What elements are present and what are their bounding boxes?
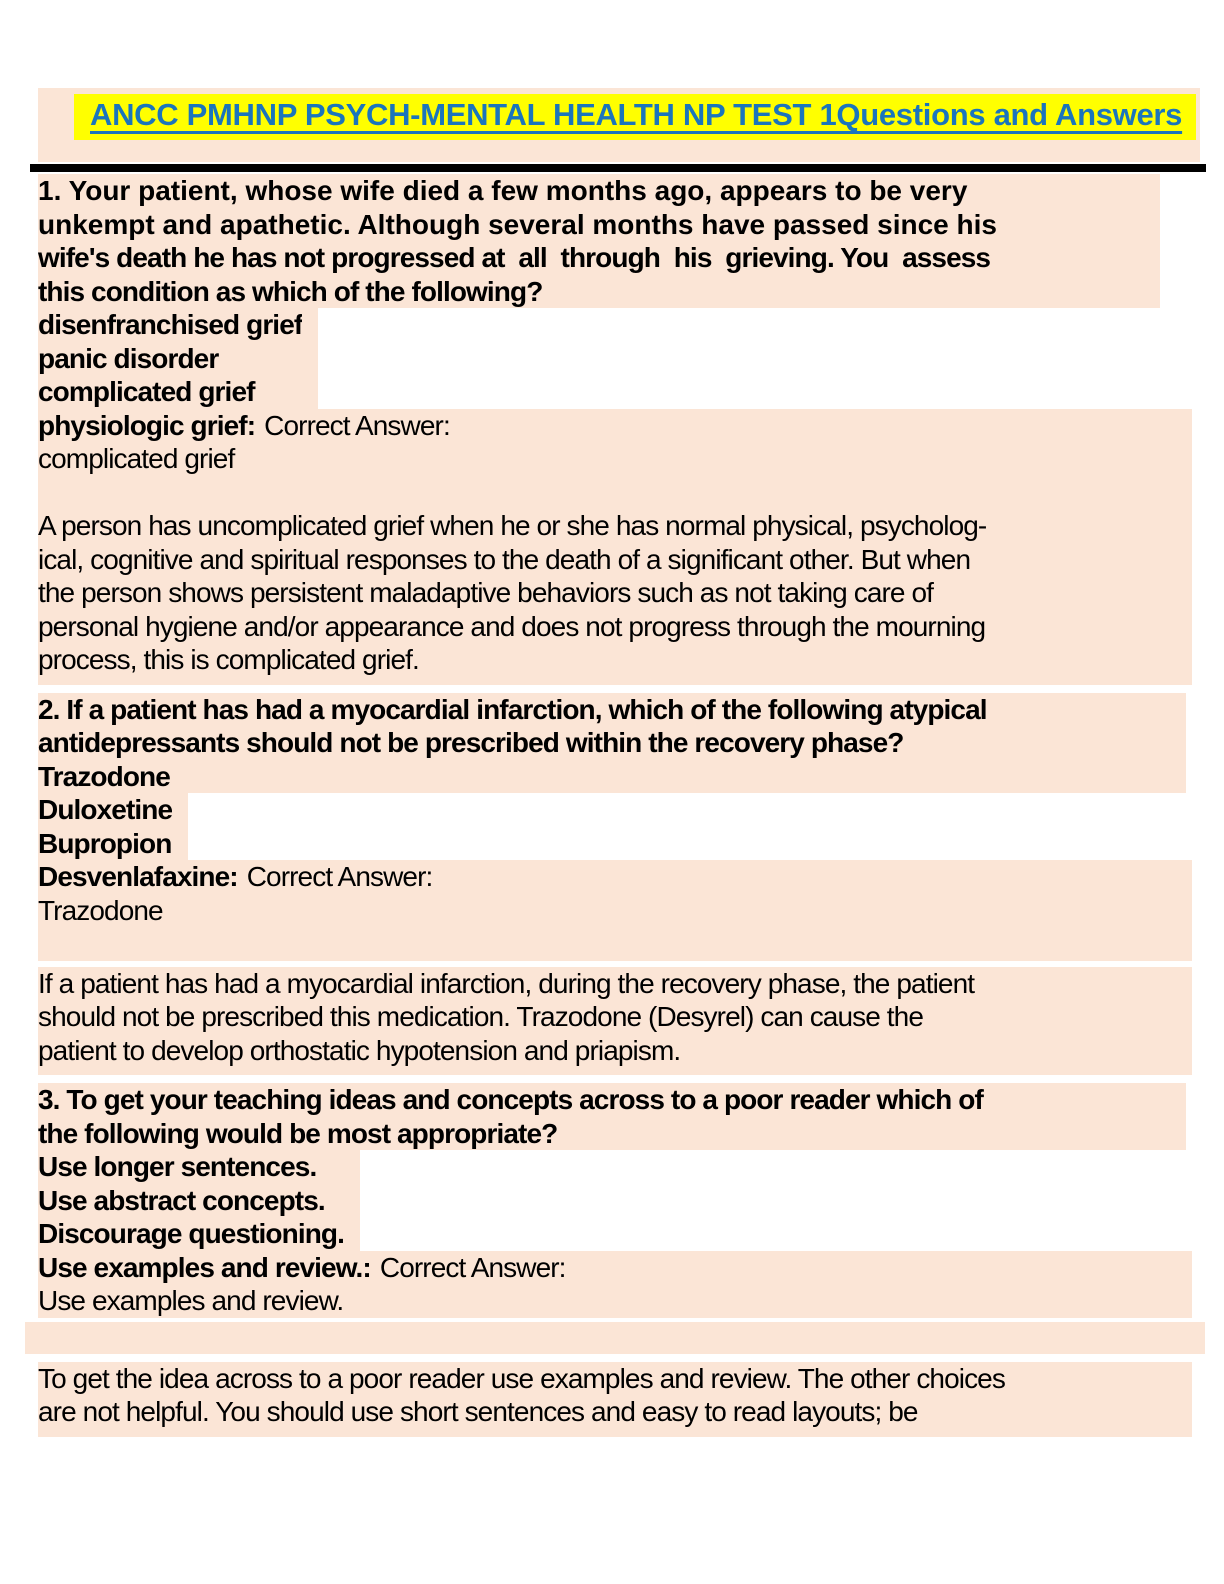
question-3-block bbox=[38, 1083, 1186, 1150]
correct-answer-text: Trazodone bbox=[38, 894, 163, 926]
answer-line bbox=[38, 860, 1192, 894]
option-line: Use abstract concepts. bbox=[38, 1184, 325, 1216]
title-block bbox=[38, 88, 1200, 162]
option-line: Bupropion bbox=[38, 827, 172, 859]
option-line: Trazodone bbox=[38, 760, 170, 792]
correct-answer-text: complicated grief bbox=[38, 443, 235, 474]
explanation-line: are not helpful. You should use short sentences and easy to read layouts; be bbox=[38, 1396, 918, 1427]
question-3-explanation-block bbox=[38, 1362, 1192, 1437]
answer-option-label: Desvenlafaxine: bbox=[38, 861, 238, 892]
correct-answer-label: Correct Answer: bbox=[264, 409, 450, 441]
question-line: wife's death he has not progressed at all through his grieving. You assess bbox=[38, 242, 991, 273]
spacer bbox=[0, 1075, 1224, 1083]
question-line: 2. If a patient has had a myocardial infarction, which of the following atypical bbox=[38, 693, 987, 725]
explanation-line: A person has uncomplicated grief when he or she has normal physical, psycholog- bbox=[38, 510, 987, 541]
blank-line bbox=[38, 476, 1192, 510]
document-title[interactable]: ANCC PMHNP PSYCH-MENTAL HEALTH NP TEST 1Questions and Answers bbox=[90, 97, 1183, 132]
option-line: Use longer sentences. bbox=[38, 1151, 317, 1182]
blank-highlight-strip bbox=[25, 1322, 1205, 1354]
answer-option-label: physiologic grief: bbox=[38, 409, 256, 441]
option-line: panic disorder bbox=[38, 342, 219, 374]
option-line: Discourage questioning. bbox=[38, 1218, 345, 1249]
spacer bbox=[0, 1354, 1224, 1362]
explanation-line: If a patient has had a myocardial infarction, during the recovery phase, the patient bbox=[38, 967, 975, 999]
explanation-line: personal hygiene and/or appearance and does not progress through the mourning bbox=[38, 610, 986, 642]
question-2-answer-block bbox=[38, 860, 1192, 961]
question-line: this condition as which of the following? bbox=[38, 275, 543, 307]
question-1-answer-block bbox=[38, 409, 1192, 685]
option-line: Duloxetine bbox=[38, 794, 173, 825]
question-2-options bbox=[38, 793, 188, 860]
explanation-line: To get the idea across to a poor reader use examples and review. The other choices bbox=[38, 1362, 1005, 1394]
question-line: antidepressants should not be prescribed within the recovery phase? bbox=[38, 727, 904, 758]
explanation-line: process, this is complicated grief. bbox=[38, 644, 419, 675]
question-line: the following would be most appropriate? bbox=[38, 1117, 558, 1149]
explanation-line: the person shows persistent maladaptive behaviors such as not taking care of bbox=[38, 577, 934, 608]
option-line: complicated grief bbox=[38, 376, 255, 407]
answer-line bbox=[38, 409, 1192, 443]
question-line: 3. To get your teaching ideas and concepts across to a poor reader which of bbox=[38, 1084, 983, 1115]
question-3-options bbox=[38, 1150, 360, 1251]
explanation-line: patient to develop orthostatic hypotension and priapism. bbox=[38, 1034, 681, 1066]
correct-answer-text: Use examples and review. bbox=[38, 1285, 344, 1316]
blank-line bbox=[38, 927, 1192, 961]
title-highlight bbox=[74, 94, 1196, 140]
explanation-line: ical, cognitive and spiritual responses to the death of a significant other. But when bbox=[38, 543, 971, 575]
question-2-block bbox=[38, 693, 1186, 794]
answer-line bbox=[38, 1251, 1192, 1285]
correct-answer-label: Correct Answer: bbox=[246, 861, 433, 892]
title-divider bbox=[30, 164, 1206, 172]
explanation-line: should not be prescribed this medication. Trazodone (Desyrel) can cause the bbox=[38, 1001, 924, 1032]
option-line: disenfranchised grief bbox=[38, 309, 303, 340]
correct-answer-label: Correct Answer: bbox=[379, 1251, 566, 1283]
answer-option-label: Use examples and review.: bbox=[38, 1251, 371, 1283]
question-1-block bbox=[38, 174, 1160, 308]
question-line: unkempt and apathetic. Although several months have passed since his bbox=[38, 208, 997, 240]
question-3-answer-block bbox=[38, 1251, 1192, 1318]
question-line: 1. Your patient, whose wife died a few months ago, appears to be very bbox=[38, 175, 968, 206]
spacer bbox=[0, 685, 1224, 693]
question-2-explanation-block bbox=[38, 967, 1192, 1076]
question-1-options bbox=[38, 308, 318, 409]
